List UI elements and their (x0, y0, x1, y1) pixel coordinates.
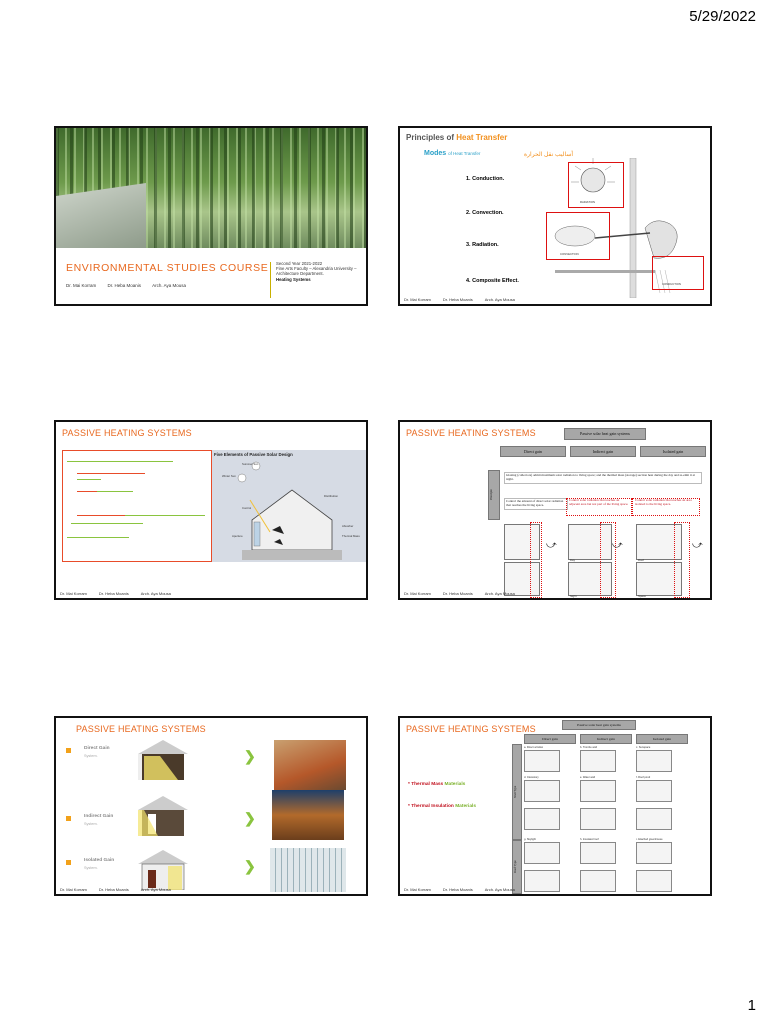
slide-2-heat-transfer[interactable] (398, 126, 712, 306)
mode-composite: 4. Composite Effect. (466, 278, 519, 284)
line-8 (71, 523, 143, 524)
col-indirect: Indirect gain (580, 734, 632, 744)
cell-label-12: i. Attached greenhouse (636, 838, 663, 841)
direct-wall-highlight (530, 522, 542, 598)
isolated-highlight (632, 498, 700, 516)
slide-footer: Dr. Mai Korram Dr. Heba Moanis Arch. Aya Mousa (404, 297, 515, 302)
slide-footer: Dr. Mai Korram Dr. Heba Moanis Arch. Aya Mousa (404, 887, 515, 892)
slide-title: PASSIVE HEATING SYSTEMS (406, 724, 536, 734)
info-faculty: Fine Arts Faculty – Alexandria University – Architecture Department. (276, 266, 357, 277)
cell-9 (636, 808, 672, 830)
cell-label-11: h. Insulated roof (580, 838, 599, 841)
cell-6 (636, 780, 672, 802)
cell-8 (580, 808, 616, 830)
slide-1-title[interactable] (54, 126, 368, 306)
label-control: Control (242, 506, 252, 510)
slide-3-passive-heating[interactable] (54, 420, 368, 600)
slide-footer: Dr. Mai Korram Dr. Heba Moanis Arch. Aya Mousa (60, 591, 171, 596)
line-2 (77, 473, 145, 474)
label-radiation: RADIATION (580, 200, 596, 204)
thermal-mass-bullet: * Thermal Mass Materials (408, 782, 466, 787)
cell-11 (580, 842, 616, 864)
isolated-wall-highlight (674, 522, 690, 598)
label-distribution: Distribution (324, 494, 338, 498)
cell-label-2: b. Trombe wall (580, 746, 597, 749)
mode-conduction: 1. Conduction. (466, 176, 505, 182)
diagram-title: Five Elements of Passive Solar Design (214, 452, 293, 457)
radiation-highlight (568, 162, 624, 208)
cell-2 (580, 750, 616, 772)
indirect-gain-photo (272, 790, 344, 840)
cell-10 (524, 842, 560, 864)
slide-footer: Dr. Mai Korram Dr. Heba Moanis Arch. Aya Mousa (60, 887, 171, 892)
note-isolated: Control solar radiation that reaches an area isolated to the living space. (635, 498, 692, 506)
line-5 (97, 491, 133, 492)
cell-label-10: g. Skylight (524, 838, 536, 841)
indirect-wall-highlight (600, 522, 616, 598)
col-isolated: Isolated gain (636, 734, 688, 744)
page-number: 1 (747, 997, 756, 1014)
row-principle: Principle (488, 470, 500, 520)
line-7 (125, 515, 205, 516)
arrow-1-icon: ❯ (244, 748, 256, 764)
cell-12 (636, 842, 672, 864)
page-date: 5/29/2022 (689, 8, 756, 25)
course-authors (66, 283, 196, 288)
cell-7 (524, 808, 560, 830)
label-day: Day (570, 558, 575, 562)
slide-5-gain-types[interactable] (54, 716, 368, 896)
isolated-gain-title: Isolated Gain (84, 858, 115, 863)
cell-label-1: a. Direct window (524, 746, 544, 749)
direct-gain-title: Direct Gain (84, 746, 110, 751)
day-night-arrow-2: ⤻ (612, 540, 623, 551)
author-3: Arch. Aya Mousa (152, 283, 186, 288)
day-night-arrow-1: ⤻ (546, 540, 557, 551)
arrow-3-icon: ❯ (244, 858, 256, 874)
label-conduction: CONDUCTION (662, 282, 681, 286)
label-thermal-mass: Thermal Mass (342, 534, 360, 538)
col-direct: Direct gain (500, 446, 566, 457)
cell-label-5: e. Water wall (580, 776, 595, 779)
arabic-heading: أساليب نقل الحرارة (524, 152, 574, 158)
line-4 (77, 491, 97, 492)
cell-4 (524, 780, 560, 802)
isolated-gain-sub: System. (84, 866, 98, 870)
slide-title: Principles of Heat Transfer (406, 133, 508, 142)
direct-gain-house-icon (138, 740, 188, 780)
slide-footer: Dr. Mai Korram Dr. Heba Moanis Arch. Aya Mousa (404, 591, 515, 596)
cell-13 (524, 870, 560, 892)
label-space: Space (638, 594, 646, 598)
principle-text: Glazing (collectors) admit maximum solar radiation to living space; and the thermal mass (storage) section heat during the day and re-emit it at night. (504, 472, 702, 484)
cell-5 (580, 780, 616, 802)
row-wall-type: Wall Type (512, 744, 522, 840)
author-2: Dr. Heba Moanis (107, 283, 142, 288)
isolated-gain-house-icon (138, 850, 188, 890)
label-winter-sun: Winter Sun (222, 474, 236, 478)
mode-radiation: 3. Radiation. (466, 242, 499, 248)
thermal-insulation-bullet: * Thermal Insulation Materials (408, 804, 476, 809)
mode-convection: 2. Convection. (466, 210, 504, 216)
course-info (276, 261, 366, 282)
systems-header: Passive solar heat gain systems (562, 720, 636, 730)
indirect-gain-title: Indirect Gain (84, 814, 114, 819)
bullet-3 (66, 860, 71, 865)
cell-14 (580, 870, 616, 892)
author-1: Dr. Mai Korram (66, 283, 97, 288)
cell-1 (524, 750, 560, 772)
indirect-gain-house-icon (138, 796, 188, 836)
isolated-gain-photo (270, 848, 346, 892)
row-roof-type: Roof Type (512, 840, 522, 894)
bullet-2 (66, 816, 71, 821)
note-indirect: Control solar radiation that reaches an adjacent area but not part of the living space. (569, 498, 629, 506)
slide-6-materials[interactable] (398, 716, 712, 896)
slide-title: PASSIVE HEATING SYSTEMS (406, 428, 536, 438)
title-divider (270, 262, 271, 298)
col-direct: Direct gain (524, 734, 576, 744)
cell-3 (636, 750, 672, 772)
slide-title: PASSIVE HEATING SYSTEMS (76, 724, 206, 734)
col-isolated: Isolated gain (640, 446, 706, 457)
info-year: Second Year 2021-2022 (276, 261, 323, 266)
direct-gain-sub: System. (84, 754, 98, 758)
label-convection: CONVECTION (560, 252, 579, 256)
label-roof: Roof (638, 558, 644, 562)
line-9 (67, 537, 129, 538)
label-night: Night (570, 594, 577, 598)
line-1 (67, 461, 173, 462)
indirect-gain-sub: System. (84, 822, 98, 826)
bullet-1 (66, 748, 71, 753)
modes-heading: Modes of Heat Transfer (424, 150, 481, 157)
cell-label-4: d. Clerestory (524, 776, 539, 779)
systems-header: Passive solar heat gain systems (564, 428, 646, 440)
col-indirect: Indirect gain (570, 446, 636, 457)
arrow-2-icon: ❯ (244, 810, 256, 826)
label-aperture: Aperture (232, 534, 243, 538)
label-summer-sun: Summer Sun (242, 462, 259, 466)
placeholder-list-box (62, 450, 212, 562)
course-title: ENVIRONMENTAL STUDIES COURSE (66, 262, 269, 274)
info-topic: Heating Systems (276, 276, 311, 282)
direct-gain-photo (274, 740, 346, 790)
cell-label-6: f. Roof pond (636, 776, 651, 779)
label-absorber: Absorber (342, 524, 354, 528)
line-3 (77, 479, 101, 480)
cell-label-3: c. Sunspace (636, 746, 651, 749)
slide-4-heat-gain-systems[interactable] (398, 420, 712, 600)
indirect-highlight (566, 498, 632, 516)
cell-15 (636, 870, 672, 892)
slide-title: PASSIVE HEATING SYSTEMS (62, 428, 192, 438)
line-6 (77, 515, 125, 516)
note-direct: Control the amount of direct solar radiation that reaches the living space. (504, 498, 568, 510)
day-night-arrow-3: ⤻ (692, 540, 703, 551)
